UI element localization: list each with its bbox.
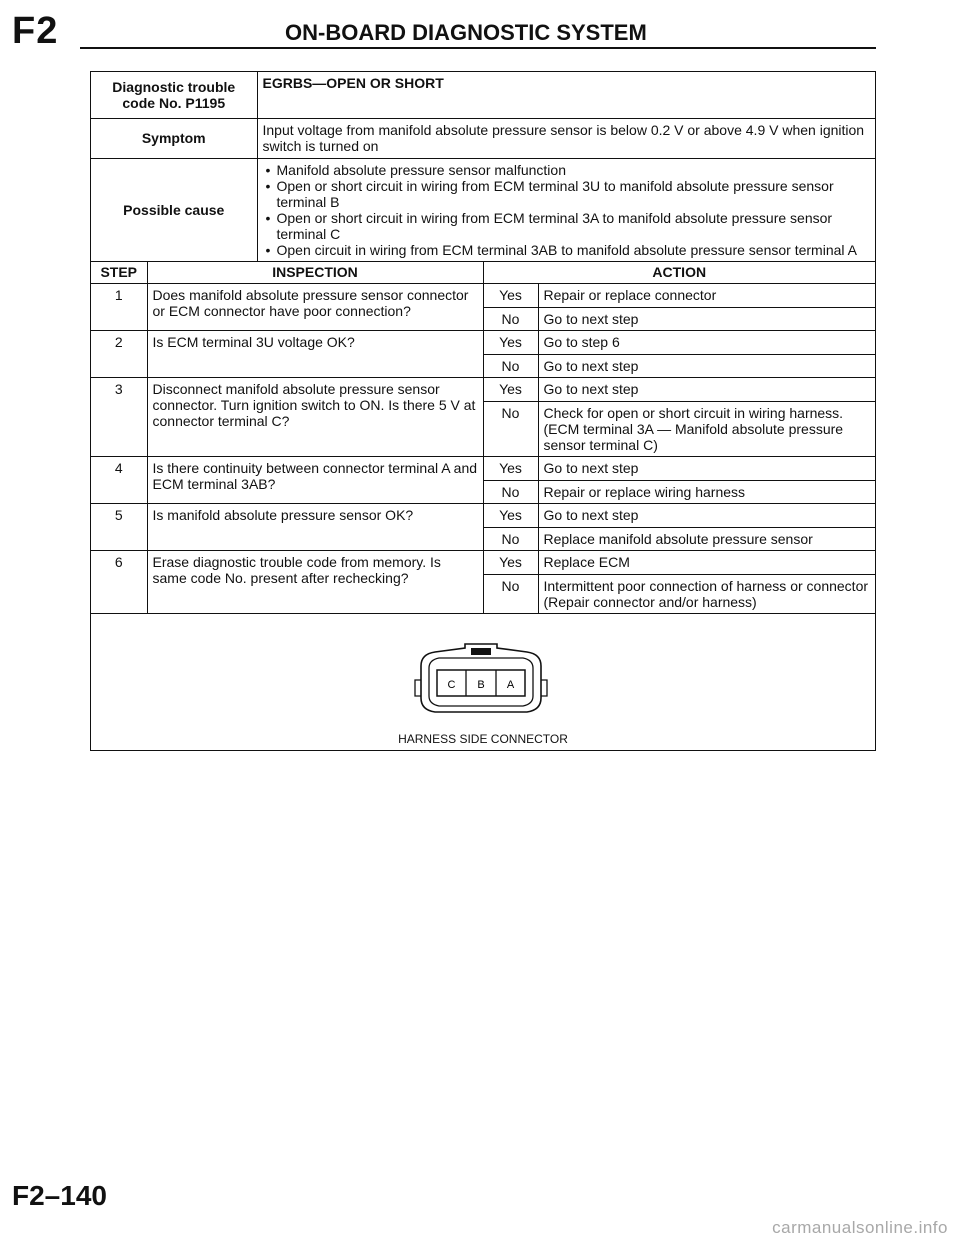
step-number: 6 bbox=[91, 551, 147, 614]
possible-cause-list bbox=[263, 162, 871, 258]
step-number: 3 bbox=[91, 378, 147, 457]
action-no: Check for open or short circuit in wiring harness. (ECM terminal 3A — Manifold absolute pressure sensor terminal C) bbox=[538, 402, 875, 457]
answer-yes: Yes bbox=[483, 284, 538, 308]
answer-no: No bbox=[483, 481, 538, 504]
possible-cause-label: Possible cause bbox=[91, 158, 257, 261]
step-inspection: Is there continuity between connector terminal A and ECM terminal 3AB? bbox=[147, 457, 483, 504]
step-number: 5 bbox=[91, 504, 147, 551]
cause-item: • Open circuit in wiring from ECM terminal 3AB to manifold absolute pressure sensor terminal A bbox=[277, 242, 871, 258]
header-divider bbox=[80, 47, 876, 49]
symptom-text: Input voltage from manifold absolute pressure sensor is below 0.2 V or above 4.9 V when ignition switch is turned on bbox=[257, 118, 875, 158]
lock-tab bbox=[471, 648, 491, 655]
action-yes: Repair or replace connector bbox=[538, 284, 875, 308]
action-no: Go to next step bbox=[538, 308, 875, 331]
col-header-action: ACTION bbox=[483, 262, 875, 284]
col-header-step: STEP bbox=[91, 262, 147, 284]
step-number: 1 bbox=[91, 284, 147, 331]
possible-cause-cell bbox=[257, 158, 875, 261]
action-no: Go to next step bbox=[538, 355, 875, 378]
cause-item: • Open or short circuit in wiring from ECM terminal 3U to manifold absolute pressure sensor terminal B bbox=[277, 178, 871, 210]
page-number: F2–140 bbox=[12, 1180, 107, 1211]
answer-yes: Yes bbox=[483, 331, 538, 355]
diagnostic-frame bbox=[90, 71, 876, 751]
connector-diagram bbox=[91, 614, 875, 757]
answer-yes: Yes bbox=[483, 457, 538, 481]
action-yes: Replace ECM bbox=[538, 551, 875, 575]
cause-item: • Open or short circuit in wiring from ECM terminal 3A to manifold absolute pressure sensor terminal C bbox=[277, 210, 871, 242]
step-inspection: Does manifold absolute pressure sensor connector or ECM connector have poor connection? bbox=[147, 284, 483, 331]
step-number: 4 bbox=[91, 457, 147, 504]
symptom-label: Symptom bbox=[91, 118, 257, 158]
step-inspection: Erase diagnostic trouble code from memory. Is same code No. present after rechecking? bbox=[147, 551, 483, 614]
dtc-header-table bbox=[91, 72, 875, 262]
action-yes: Go to next step bbox=[538, 457, 875, 481]
answer-yes: Yes bbox=[483, 504, 538, 528]
step-number: 2 bbox=[91, 331, 147, 378]
cause-item: • Manifold absolute pressure sensor malfunction bbox=[277, 162, 871, 178]
connector-caption: HARNESS SIDE CONNECTOR bbox=[398, 732, 568, 746]
action-yes: Go to next step bbox=[538, 504, 875, 528]
action-no: Replace manifold absolute pressure sensor bbox=[538, 528, 875, 551]
answer-no: No bbox=[483, 355, 538, 378]
answer-no: No bbox=[483, 308, 538, 331]
step-inspection: Is manifold absolute pressure sensor OK? bbox=[147, 504, 483, 551]
answer-yes: Yes bbox=[483, 378, 538, 402]
harness-connector-icon bbox=[391, 636, 571, 726]
inspection-table bbox=[91, 262, 875, 615]
col-header-inspection: INSPECTION bbox=[147, 262, 483, 284]
answer-yes: Yes bbox=[483, 551, 538, 575]
section-code: F2 bbox=[12, 10, 59, 52]
dtc-code-title: EGRBS—OPEN OR SHORT bbox=[257, 72, 875, 118]
terminal-label: C bbox=[447, 679, 456, 691]
action-yes: Go to step 6 bbox=[538, 331, 875, 355]
page-title: ON-BOARD DIAGNOSTIC SYSTEM bbox=[285, 20, 647, 45]
action-yes: Go to next step bbox=[538, 378, 875, 402]
action-no: Repair or replace wiring harness bbox=[538, 481, 875, 504]
step-inspection: Is ECM terminal 3U voltage OK? bbox=[147, 331, 483, 378]
terminal-label: B bbox=[477, 679, 485, 691]
step-inspection: Disconnect manifold absolute pressure sensor connector. Turn ignition switch to ON. Is there 5 V at connector terminal C? bbox=[147, 378, 483, 457]
answer-no: No bbox=[483, 575, 538, 614]
watermark: carmanualsonline.info bbox=[772, 1218, 948, 1237]
dtc-code-label: Diagnostic trouble code No. P1195 bbox=[91, 72, 257, 118]
action-no: Intermittent poor connection of harness or connector (Repair connector and/or harness) bbox=[538, 575, 875, 614]
answer-no: No bbox=[483, 402, 538, 457]
answer-no: No bbox=[483, 528, 538, 551]
terminal-label: A bbox=[506, 679, 515, 691]
